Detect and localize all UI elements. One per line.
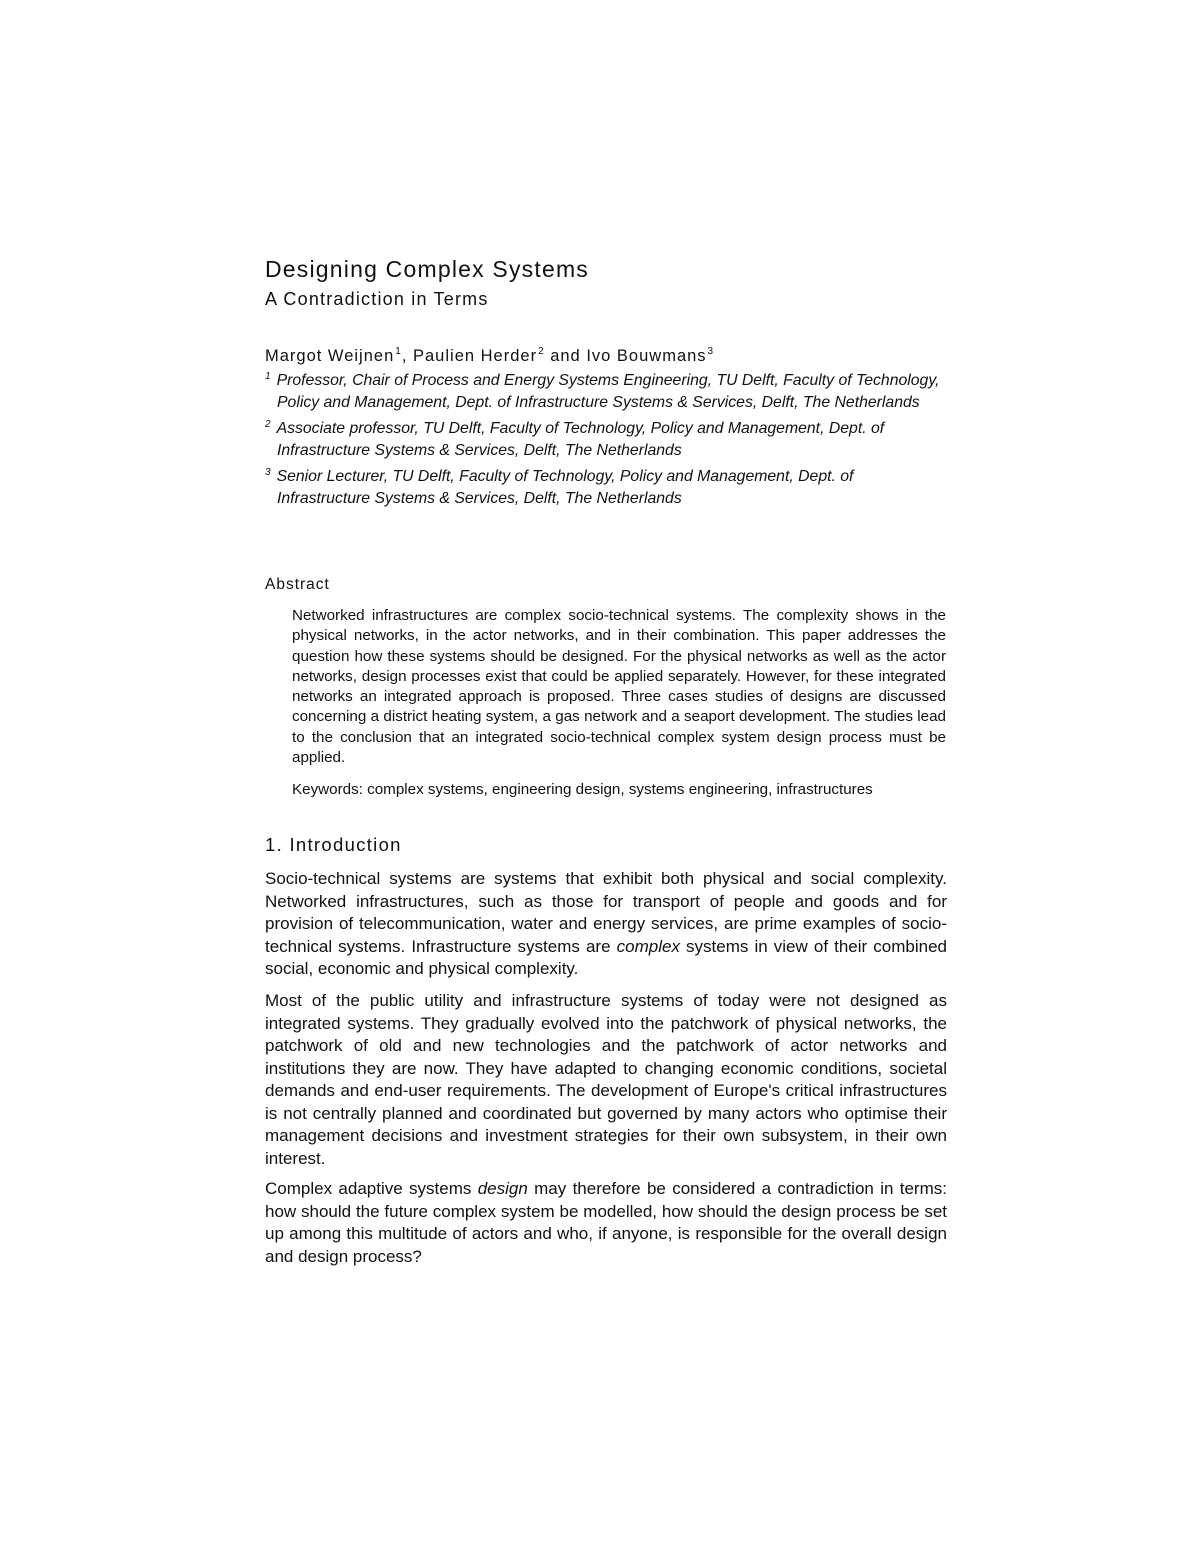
paragraph-text: Complex adaptive systems <box>265 1179 478 1198</box>
abstract-body: Networked infrastructures are complex socio-technical systems. The complexity shows in the physical networks, in the actor networks, and in their combination. This paper addresses the question how these systems should be designed. For the physical networks as well as the actor networks, design processes exist that could be applied separately. However, for these integrated networks an integrated approach is proposed. Three cases studies of designs are discussed concerning a district heating system, a gas network and a seaport development. The studies lead to the conclusion that an integrated socio-technical complex system design process must be applied. <box>292 607 946 767</box>
author-name: Margot Weijnen <box>265 347 395 365</box>
paragraph-text: Socio-technical systems are systems that exhibit both physical and social complexity. Networked infrastructures, such as those for transport of people and goods and for provision of telecommunication, water and energy services, are prime examples of socio-technical systems. Infrastructure systems are <box>265 869 947 956</box>
keywords: Keywords: complex systems, engineering design, systems engineering, infrastructures <box>292 781 873 798</box>
author-mark: 1 <box>395 346 402 357</box>
author-line <box>265 340 947 368</box>
paper-subtitle: A Contradiction in Terms <box>265 289 489 309</box>
affiliation-mark: 3 <box>265 467 271 478</box>
paragraph-text: systems in view of their combined social, economic and physical complexity. <box>265 936 947 978</box>
emphasis-text: design <box>477 1179 528 1198</box>
affiliation-text: Senior Lecturer, TU Delft, Faculty of Technology, Policy and Management, Dept. of Infrastructure Systems & Services, Delft, The Netherlands <box>276 468 854 507</box>
affiliation-text: Associate professor, TU Delft, Faculty of Technology, Policy and Management, Dept. of Infrastructure Systems & Services, Delft, The Netherlands <box>276 420 885 459</box>
body-paragraph: Most of the public utility and infrastructure systems of today were not designed as integrated systems. They gradually evolved into the patchwork of physical networks, the patchwork of old and new technologies and the patchwork of actor networks and institutions they are now. They have adapted to changing economic conditions, societal demands and end-user requirements. The development of Europe's critical infrastructures is not centrally planned and coordinated but governed by many actors who optimise their management decisions and investment strategies for their own subsystem, in their own interest. <box>265 991 947 1168</box>
abstract-heading: Abstract <box>265 576 330 593</box>
body-paragraph <box>265 1178 947 1268</box>
affiliation <box>265 462 947 510</box>
affiliations <box>265 366 947 510</box>
author-separator: , <box>401 347 413 365</box>
affiliation-text: Professor, Chair of Process and Energy Systems Engineering, TU Delft, Faculty of Technology, Policy and Management, Dept. of Infrastructure Systems & Services, Delft, The Netherlands <box>276 372 940 411</box>
author-separator: and <box>544 347 587 365</box>
author-name: Ivo Bouwmans <box>586 347 707 365</box>
author-mark: 2 <box>538 346 545 357</box>
section-heading: 1. Introduction <box>265 834 402 855</box>
affiliation-mark: 1 <box>265 371 271 382</box>
affiliation <box>265 366 947 414</box>
emphasis-text: complex <box>616 936 680 956</box>
affiliation <box>265 414 947 462</box>
author-mark: 3 <box>707 346 715 357</box>
paragraph-text: may therefore be considered a contradiction in terms: how should the future complex system be modelled, how should the design process be set up among this multitude of actors and who, if anyone, is responsible for the overall design and design process? <box>265 1179 947 1266</box>
body-paragraph <box>265 868 947 981</box>
paper-title: Designing Complex Systems <box>265 256 590 282</box>
author-name: Paulien Herder <box>413 347 538 365</box>
affiliation-mark: 2 <box>265 419 271 430</box>
